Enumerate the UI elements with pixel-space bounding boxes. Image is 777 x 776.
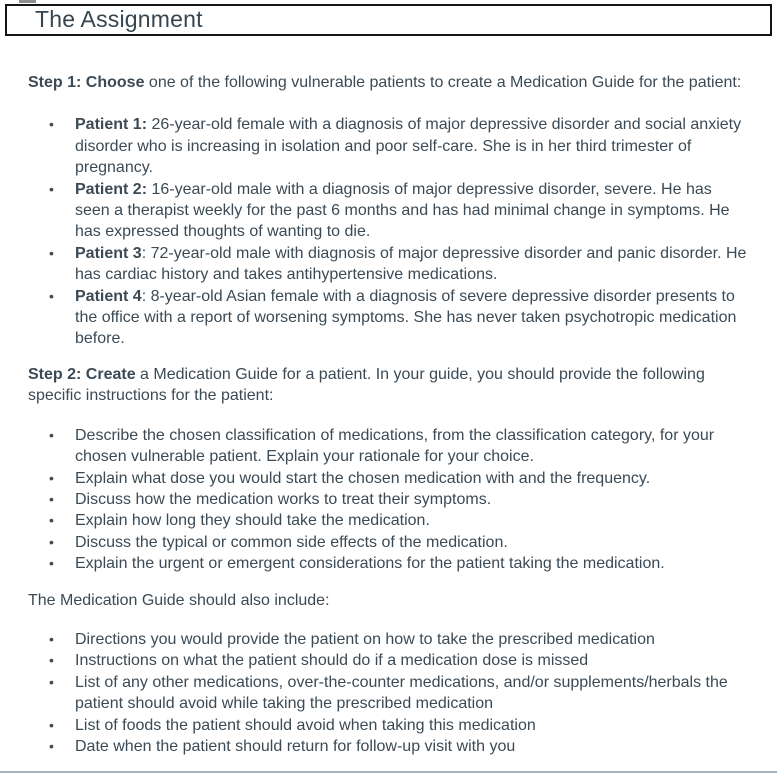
assignment-title-box — [5, 4, 772, 36]
step1-label: Step 1: Choose — [28, 74, 145, 91]
patient-3-text: : 72-year-old male with diagnosis of major depressive disorder and panic disorder. He has cardiac history and takes antihypertensive medications. — [75, 244, 747, 284]
step1-paragraph — [28, 72, 750, 93]
list-item-guide-3: • Discuss how the medication works to treat their symptoms. — [75, 489, 750, 510]
also-include-list — [28, 629, 750, 757]
patient-2-label: Patient 2: — [75, 180, 148, 198]
also-include-heading: The Medication Guide should also include: — [28, 591, 330, 609]
patient-1-text: 26-year-old female with a diagnosis of major depressive disorder and social anxiety disorder who is increasing in isolation and poor self-care. She is in her third trimester of pregnancy. — [75, 116, 742, 177]
cropped-element-remnant — [19, 0, 36, 3]
step2-text: a Medication Guide for a patient. In your guide, you should provide the following specific instructions for the patient: — [28, 365, 705, 405]
patient-2-text: 16-year-old male with a diagnosis of major depressive disorder, severe. He has seen a therapist weekly for the past 6 months and has had minimal change in symptoms. He has expressed thoughts of wanting to die. — [75, 180, 730, 241]
patient-list — [28, 114, 750, 349]
list-item-also-1: • Directions you would provide the patient on how to take the prescribed medication — [75, 629, 750, 650]
patient-3-label: Patient 3 — [75, 244, 142, 262]
list-item-guide-6: • Explain the urgent or emergent considerations for the patient taking the medication. — [75, 553, 750, 574]
patient-4-text: : 8-year-old Asian female with a diagnosis of severe depressive disorder presents to the office with a report of worsening symptoms. She has never taken psychotropic medication before. — [75, 287, 737, 348]
list-item-patient-1 — [75, 114, 750, 178]
bottom-divider-line — [0, 771, 777, 773]
patient-1-label: Patient 1: — [75, 116, 148, 134]
list-item-guide-2: • Explain what dose you would start the chosen medication with and the frequency. — [75, 468, 750, 489]
patient-4-label: Patient 4 — [75, 287, 142, 305]
guide-instruction-list — [28, 425, 750, 575]
step2-paragraph — [28, 364, 750, 407]
list-item-guide-5: • Discuss the typical or common side effects of the medication. — [75, 532, 750, 553]
list-item-patient-4 — [75, 286, 750, 350]
list-item-also-4: • List of foods the patient should avoid when taking this medication — [75, 715, 750, 736]
step2-label: Step 2: Create — [28, 365, 136, 383]
assignment-body — [28, 36, 750, 757]
list-item-patient-3 — [75, 243, 750, 286]
list-item-also-5: • Date when the patient should return for follow-up visit with you — [75, 736, 750, 757]
list-item-also-2: • Instructions on what the patient should do if a medication dose is missed — [75, 650, 750, 671]
list-item-guide-1: • Describe the chosen classification of medications, from the classification category, for your chosen vulnerable patient. Explain your rationale for your choice. — [75, 425, 750, 468]
list-item-guide-4: • Explain how long they should take the medication. — [75, 510, 750, 531]
list-item-also-3: • List of any other medications, over-the-counter medications, and/or supplements/herbals the patient should avoid while taking the prescribed medication — [75, 672, 750, 715]
step1-text: one of the following vulnerable patients to create a Medication Guide for the patient: — [144, 74, 742, 91]
list-item-patient-2 — [75, 179, 750, 243]
page-title: The Assignment — [35, 6, 203, 33]
